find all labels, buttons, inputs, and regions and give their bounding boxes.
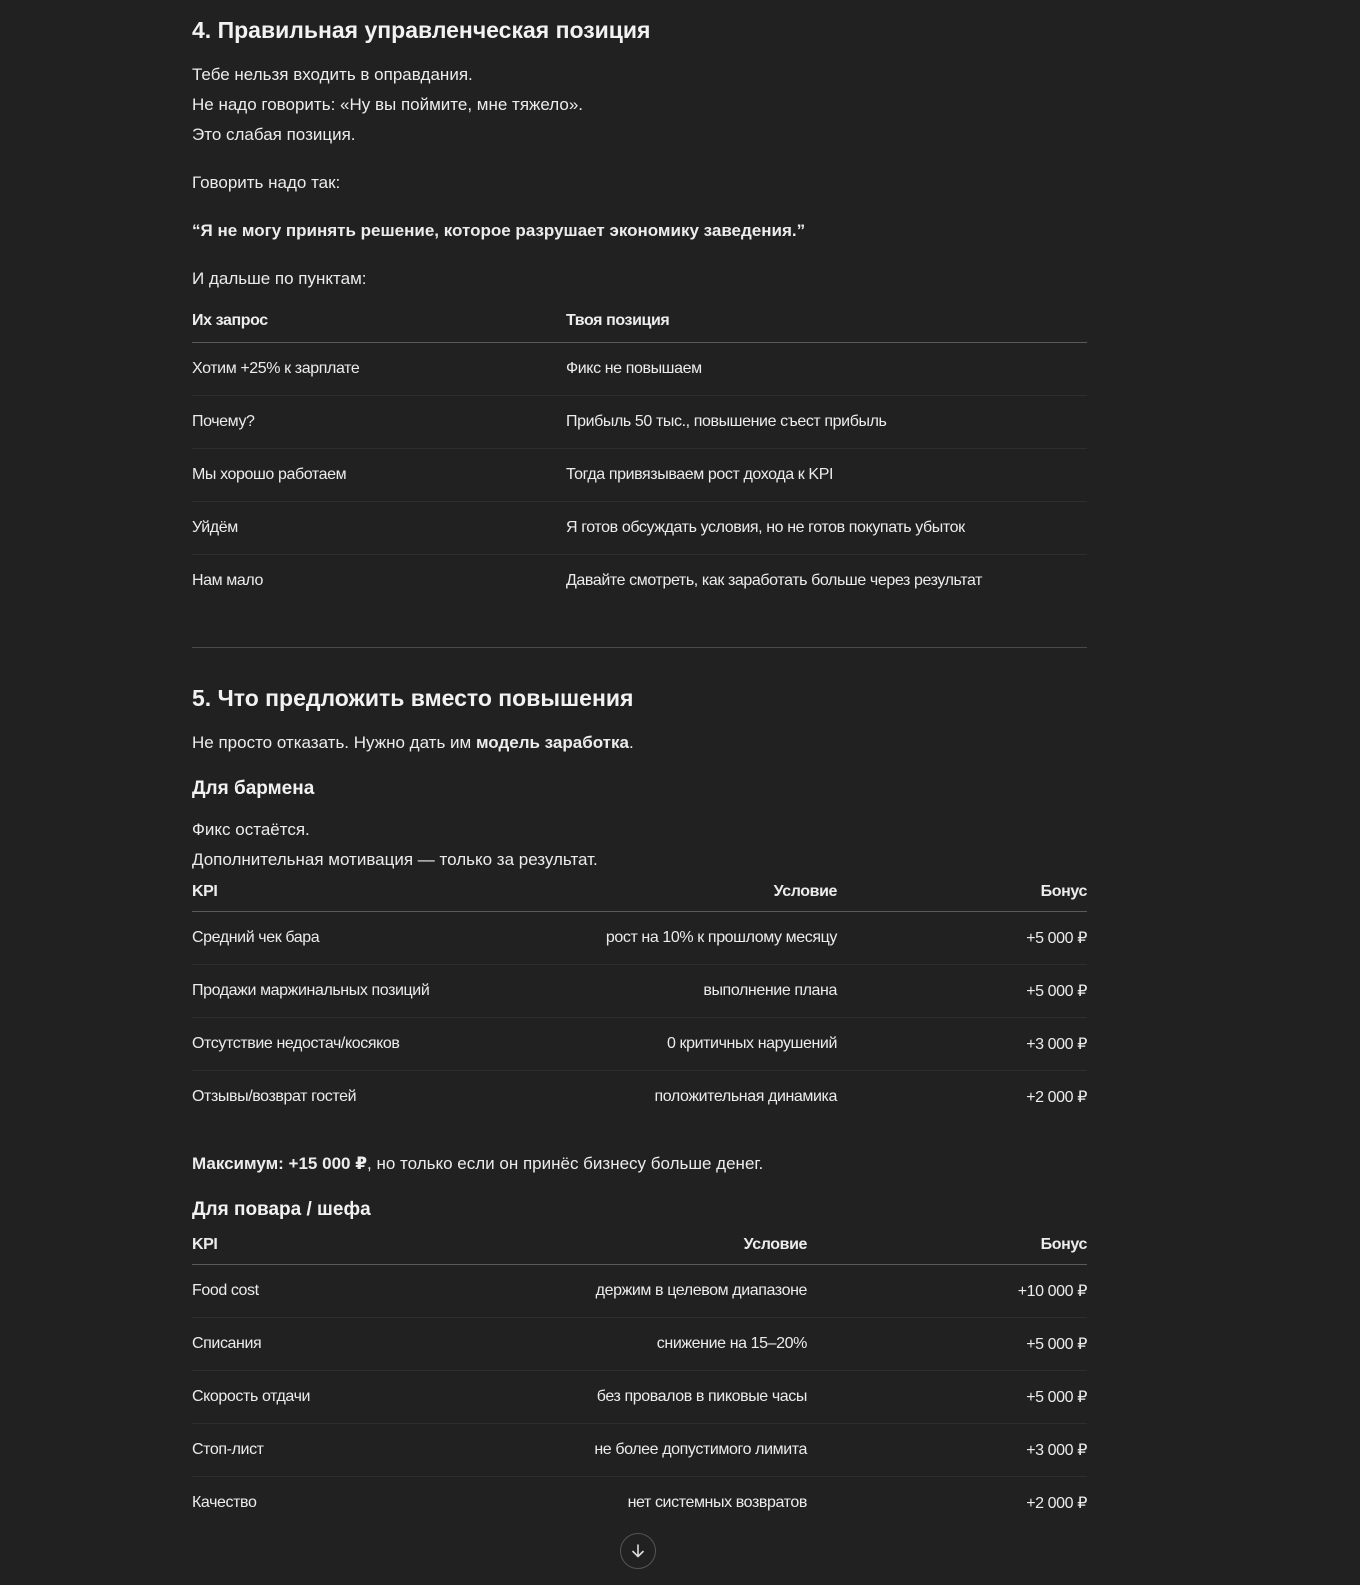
section-4-intro xyxy=(192,60,1087,150)
table-header-row xyxy=(192,312,1087,343)
table-cell: +2 000 ₽ xyxy=(1026,1088,1087,1106)
table-row xyxy=(192,449,1087,502)
column-header: Их запрос xyxy=(192,312,566,343)
table-cell: Продажи маржинальных позиций xyxy=(192,964,452,1017)
table-row xyxy=(192,911,1087,964)
table-cell: Фикс не повышаем xyxy=(566,343,1087,396)
table-cell: снижение на 15–20% xyxy=(422,1317,807,1370)
bartender-heading: Для бармена xyxy=(192,778,315,800)
column-header: Твоя позиция xyxy=(566,312,1087,343)
column-header: Условие xyxy=(422,1236,807,1265)
message-content xyxy=(192,14,1087,1529)
table-cell: Давайте смотреть, как заработать больше через результат xyxy=(566,572,983,590)
table-cell: +3 000 ₽ xyxy=(837,1017,1087,1070)
chef-heading: Для повара / шефа xyxy=(192,1198,371,1220)
table-cell: Отсутствие недостач/косяков xyxy=(192,1017,452,1070)
table-cell: Качество xyxy=(192,1493,257,1511)
table-cell: рост на 10% к прошлому месяцу xyxy=(452,911,837,964)
table-cell: Стоп-лист xyxy=(192,1423,422,1476)
column-header: Бонус xyxy=(837,883,1087,912)
quote-bold: “Я не могу принять решение, которое разрушает экономику заведения.” xyxy=(192,221,806,241)
table-header-row xyxy=(192,883,1087,912)
table-cell: выполнение плана xyxy=(452,964,837,1017)
table-cell: Прибыль 50 тыс., повышение съест прибыль xyxy=(566,396,1087,449)
intro-line: Фикс остаётся. xyxy=(192,819,310,839)
table-cell: Food cost xyxy=(192,1264,422,1317)
column-header: Бонус xyxy=(807,1236,1087,1265)
table-row xyxy=(192,964,1087,1017)
table-cell: Средний чек бара xyxy=(192,911,452,964)
table-cell: 0 критичных нарушений xyxy=(452,1017,837,1070)
table-cell: Хотим +25% к зарплате xyxy=(192,343,566,396)
bartender-max xyxy=(192,1149,1087,1179)
column-header: KPI xyxy=(192,1236,422,1265)
table-row xyxy=(192,396,1087,449)
table-row xyxy=(192,1317,1087,1370)
scroll-to-bottom-button[interactable] xyxy=(620,1533,656,1569)
table-cell: Нам мало xyxy=(192,572,264,590)
table-row xyxy=(192,1423,1087,1476)
table-cell: +5 000 ₽ xyxy=(807,1317,1087,1370)
column-header: KPI xyxy=(192,883,452,912)
table-row xyxy=(192,1017,1087,1070)
table-cell: +5 000 ₽ xyxy=(837,911,1087,964)
max-rest: , но только если он принёс бизнесу больше денег. xyxy=(367,1153,764,1173)
say-like-text: Говорить надо так: xyxy=(192,173,341,193)
column-header: Условие xyxy=(452,883,837,912)
intro-line: Тебе нельзя входить в оправдания. xyxy=(192,65,473,85)
position-table xyxy=(192,312,1087,607)
table-cell: +3 000 ₽ xyxy=(807,1423,1087,1476)
table-row xyxy=(192,1070,1087,1123)
intro-plain: Не просто отказать. Нужно дать им xyxy=(192,733,476,753)
table-cell: +2 000 ₽ xyxy=(1026,1494,1087,1512)
arrow-down-icon xyxy=(630,1543,646,1559)
table-cell: Уйдём xyxy=(192,502,566,555)
table-row xyxy=(192,1476,1087,1529)
chef-kpi-table xyxy=(192,1236,1087,1529)
bartender-kpi-table xyxy=(192,883,1087,1123)
bartender-intro xyxy=(192,815,1087,875)
table-cell: +10 000 ₽ xyxy=(807,1264,1087,1317)
intro-end: . xyxy=(628,733,634,753)
table-cell: держим в целевом диапазоне xyxy=(422,1264,807,1317)
table-cell: Списания xyxy=(192,1317,422,1370)
table-cell: +5 000 ₽ xyxy=(807,1370,1087,1423)
table-row xyxy=(192,502,1087,555)
quote-text xyxy=(192,216,1087,246)
table-cell: Почему? xyxy=(192,396,566,449)
intro-line: Это слабая позиция. xyxy=(192,125,356,145)
intro-line: Дополнительная мотивация — только за результат. xyxy=(192,849,598,869)
intro-bold: модель заработка xyxy=(475,733,629,753)
table-cell: положительная динамика xyxy=(654,1087,837,1105)
section-4-heading: 4. Правильная управленческая позиция xyxy=(192,17,651,43)
table-row xyxy=(192,555,1087,608)
intro-line: Не надо говорить: «Ну вы поймите, мне тяжело». xyxy=(192,95,584,115)
table-row xyxy=(192,1264,1087,1317)
table-cell: нет системных возвратов xyxy=(627,1493,807,1511)
table-cell: Мы хорошо работаем xyxy=(192,449,566,502)
table-cell: без провалов в пиковые часы xyxy=(422,1370,807,1423)
max-bold: Максимум: +15 000 ₽ xyxy=(192,1153,368,1173)
table-cell: Тогда привязываем рост дохода к KPI xyxy=(566,449,1087,502)
table-cell: +5 000 ₽ xyxy=(837,964,1087,1017)
section-divider xyxy=(192,647,1087,648)
table-cell: Отзывы/возврат гостей xyxy=(192,1087,357,1105)
further-text: И дальше по пунктам: xyxy=(192,269,367,289)
section-5-heading: 5. Что предложить вместо повышения xyxy=(192,685,634,712)
table-row xyxy=(192,343,1087,396)
table-cell: Я готов обсуждать условия, но не готов покупать убыток xyxy=(566,502,1087,555)
table-header-row xyxy=(192,1236,1087,1265)
section-5-intro xyxy=(192,728,1087,758)
table-cell: не более допустимого лимита xyxy=(422,1423,807,1476)
table-row xyxy=(192,1370,1087,1423)
table-cell: Скорость отдачи xyxy=(192,1370,422,1423)
